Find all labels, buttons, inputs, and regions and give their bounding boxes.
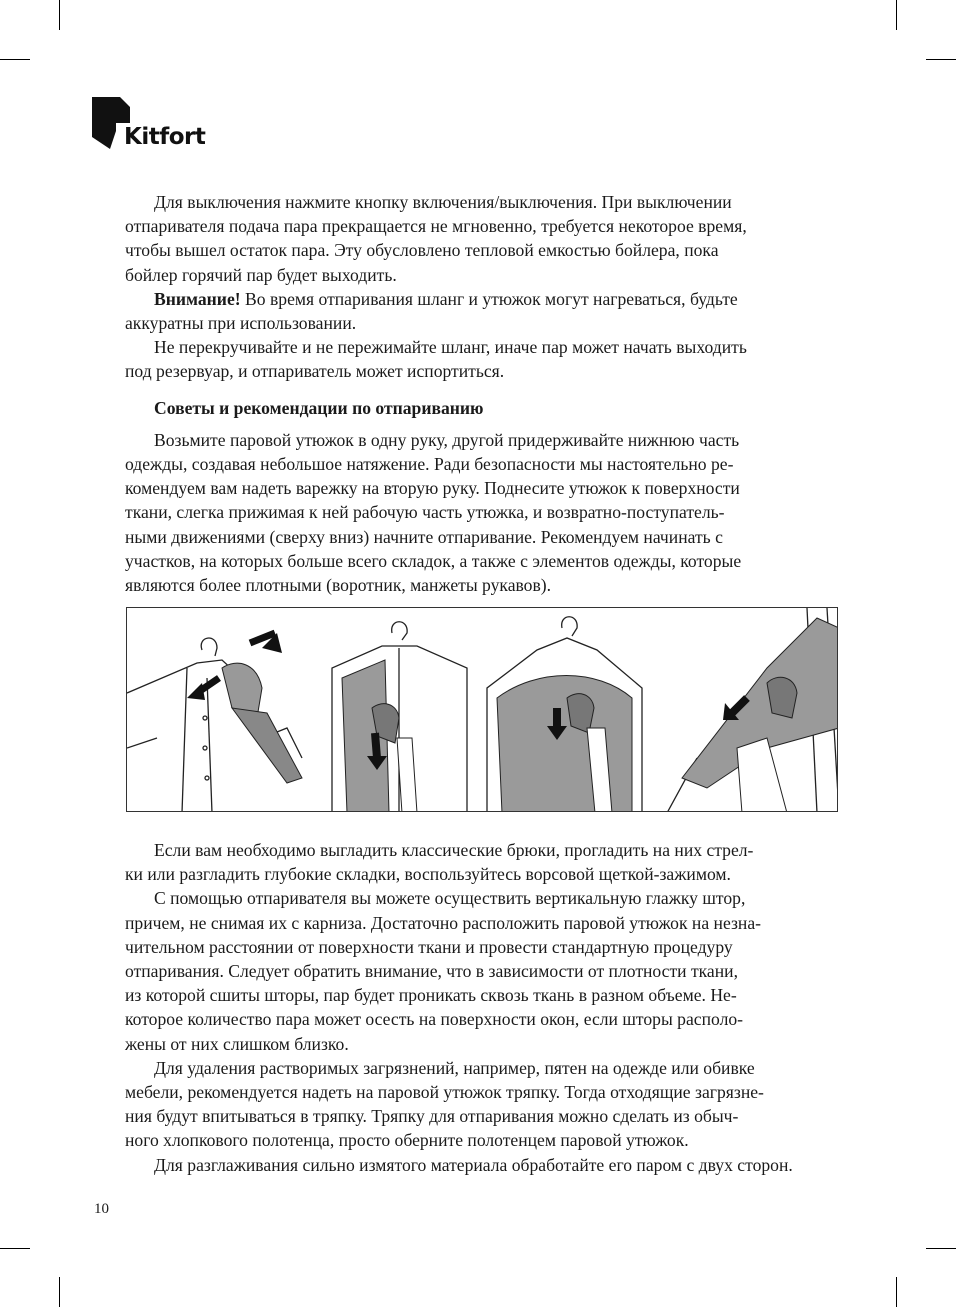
steaming-illustration xyxy=(126,607,838,812)
paragraph-hose: Не перекручивайте и не пережимайте шланг, иначе пар может начать выходить под резервуар, и отпариватель может испортиться. xyxy=(125,337,747,382)
paragraph-tips: Возьмите паровой утюжок в одну руку, другой придерживайте нижнюю часть одежды, создавая небольшое натяжение. Ради безопасности мы настоятельно ре- комендуем вам надеть варежку на вторую руку. Поднесите утюжок к поверхности ткани, слегка прижимая к ней рабочую часть утюжка, и возвратно-поступатель- ными движениями (сверху вниз) начните отпаривание. Рекомендуем начинать с участков, на которых больше всего складок, а также с элементов одежды, которые являются более плотными (воротник, манжеты рукавов). xyxy=(125,429,742,596)
crop-mark xyxy=(896,1277,897,1307)
crop-mark xyxy=(926,1248,956,1249)
text-bottom xyxy=(125,838,839,1177)
crop-mark xyxy=(0,1248,30,1249)
crop-mark xyxy=(0,59,30,60)
crop-mark xyxy=(926,59,956,60)
paragraph-attention: Внимание! Во время отпаривания шланг и утюжок могут нагреваться, будьте аккуратны при использовании. xyxy=(125,288,738,334)
paragraph-curtains: С помощью отпаривателя вы можете осуществить вертикальную глажку штор, причем, не снимая их с карниза. Достаточно расположить паровой утюжок на незна- чительном расстоянии от поверхности ткани и провести стандартную процедуру отпаривания. Следует обратить внимание, что в зависимости от плотности ткани, из которой сшиты шторы, пар будет проникать сквозь ткань в разном объеме. Не- которое количество пара может осесть на поверхности окон, если шторы располо- жены от них слишком близко. xyxy=(125,888,762,1054)
paragraph-power-off: Для выключения нажмите кнопку включения/выключения. При выключении отпаривателя подача пара прекращается не мгновенно, требуется некоторое время, чтобы вышел остаток пара. Эту обусловлено тепловой емкостью бойлера, пока бойлер горячий пар будет выходить. xyxy=(125,192,747,285)
paragraph-trousers: Если вам необходимо выгладить классические брюки, прогладить на них стрел- ки или разгладить глубокие складки, воспользуйтесь ворсовой щеткой-зажимом. xyxy=(125,840,754,885)
attention-label: Внимание! xyxy=(154,288,241,309)
page-number: 10 xyxy=(94,1201,109,1217)
paragraph-stains: Для удаления растворимых загрязнений, например, пятен на одежде или обивке мебели, рекомендуется надеть на паровой утюжок тряпку. Тогда отходящие загрязне- ния будут впитываться в тряпку. Тряпку для отпаривания можно сделать из обыч- ного хлопкового полотенца, просто оберните полотенцем паровой утюжок. xyxy=(125,1057,764,1151)
brand-name: Kitfort xyxy=(124,124,206,150)
crop-mark xyxy=(59,0,60,30)
steaming-steps-drawing xyxy=(127,608,838,812)
crop-mark xyxy=(896,0,897,30)
section-heading: Советы и рекомендации по отпариванию xyxy=(154,397,484,418)
crop-mark xyxy=(59,1277,60,1307)
paragraph-wrinkled: Для разглаживания сильно измятого материала обработайте его паром с двух сторон. xyxy=(154,1154,793,1175)
text-top xyxy=(125,190,839,597)
